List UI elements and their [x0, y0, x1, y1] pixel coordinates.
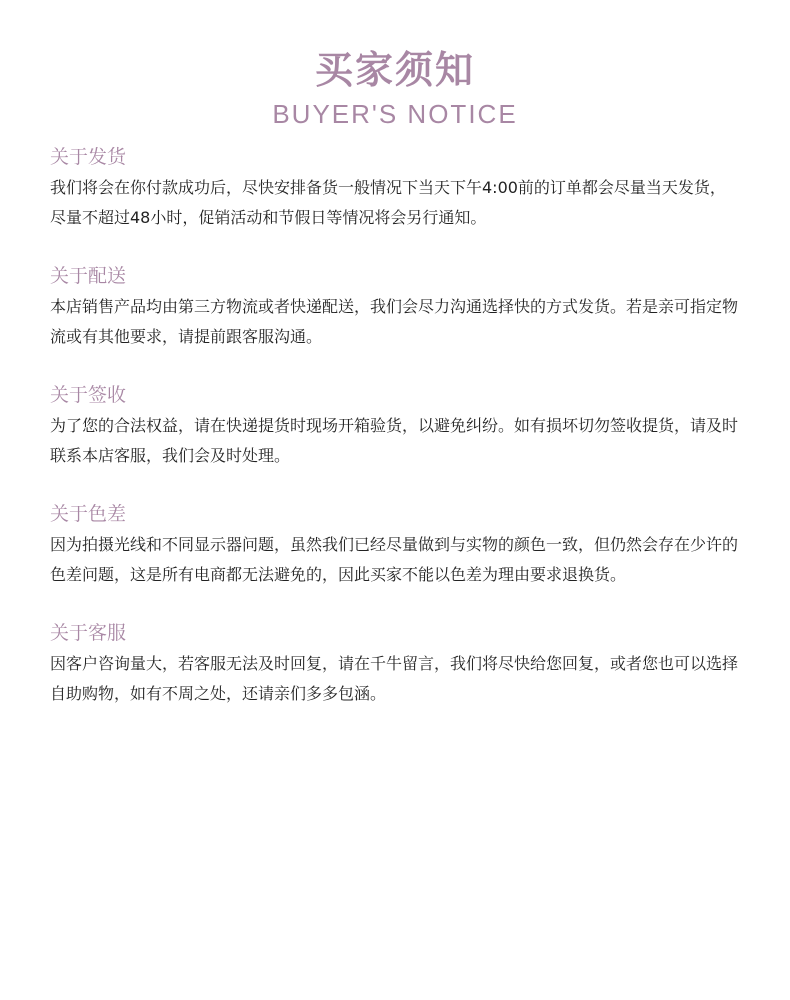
- section-color-difference: [50, 500, 740, 590]
- notice-header: [0, 0, 790, 130]
- notice-content: [50, 143, 740, 738]
- section-body: 本店销售产品均由第三方物流或者快递配送，我们会尽力沟通选择快的方式发货。若是亲可指定物流或有其他要求，请提前跟客服沟通。: [50, 297, 739, 346]
- section-heading: 关于签收: [50, 384, 127, 406]
- section-heading: 关于发货: [50, 146, 127, 168]
- section-body: 为了您的合法权益，请在快递提货时现场开箱验货，以避免纠纷。如有损坏切勿签收提货，请及时联系本店客服，我们会及时处理。: [50, 416, 739, 465]
- section-body: 因客户咨询量大，若客服无法及时回复，请在千牛留言，我们将尽快给您回复，或者您也可以选择自助购物，如有不周之处，还请亲们多多包涵。: [50, 654, 739, 703]
- section-delivery: [50, 262, 740, 352]
- section-body: 因为拍摄光线和不同显示器问题，虽然我们已经尽量做到与实物的颜色一致，但仍然会存在少许的色差问题，这是所有电商都无法避免的，因此买家不能以色差为理由要求退换货。: [50, 535, 739, 584]
- section-customer-service: [50, 619, 740, 709]
- section-receipt: [50, 381, 740, 471]
- page-title: 买家须知: [314, 48, 475, 92]
- section-heading: 关于客服: [50, 622, 127, 644]
- section-shipping: [50, 143, 740, 233]
- section-heading: 关于色差: [50, 503, 127, 525]
- page-subtitle: BUYER'S NOTICE: [272, 99, 518, 129]
- section-heading: 关于配送: [50, 265, 127, 287]
- section-body: 我们将会在你付款成功后，尽快安排备货一般情况下当天下午4:00前的订单都会尽量当天发货，尽量不超过48小时，促销活动和节假日等情况将会另行通知。: [50, 178, 726, 227]
